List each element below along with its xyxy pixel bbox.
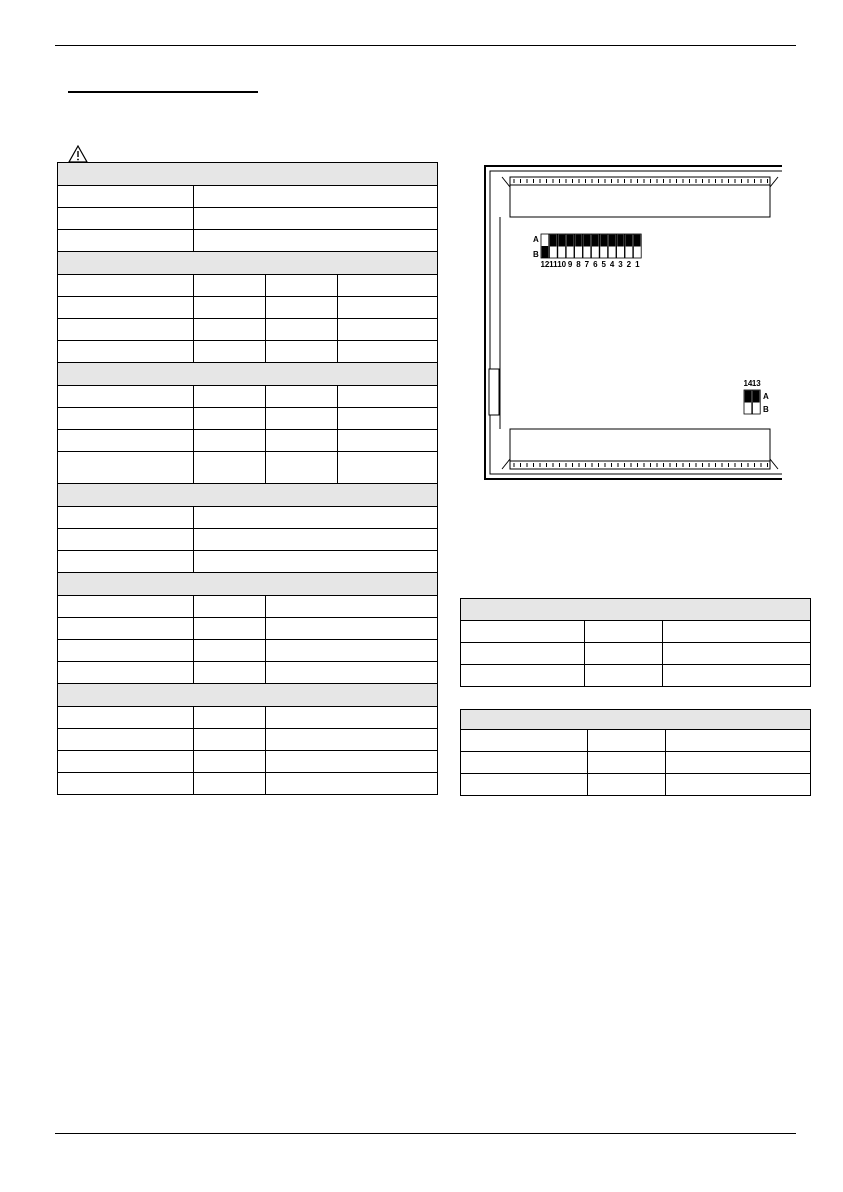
table-row	[58, 186, 438, 208]
dip-switch-knob	[634, 235, 641, 247]
table-row	[58, 507, 438, 529]
switch2-row-label-a: A	[763, 392, 769, 401]
table-section-header	[461, 599, 811, 621]
table-row	[58, 341, 438, 363]
switch-number: 2	[626, 260, 632, 269]
table-row	[58, 618, 438, 640]
table-row	[58, 452, 438, 484]
switch-number: 8	[576, 260, 581, 269]
table-row	[58, 208, 438, 230]
table-row	[461, 643, 811, 665]
table-row	[58, 297, 438, 319]
dip-switch-knob	[558, 235, 565, 247]
table-section-header	[58, 684, 438, 707]
table-section-header	[461, 710, 811, 730]
bottom-terminal-strip	[502, 429, 778, 469]
switch-numbers-bank-2	[743, 379, 761, 388]
table-row	[58, 662, 438, 684]
dip-switch-knob	[626, 235, 633, 247]
switch-number: 11	[549, 260, 558, 269]
dip-switch-knob	[745, 391, 752, 403]
table-section-header	[58, 484, 438, 507]
dip-switch-knob	[609, 235, 616, 247]
table-section-header	[58, 163, 438, 186]
table-row	[58, 430, 438, 452]
dip-switch-knob	[592, 235, 599, 247]
dip-switch-knob	[584, 235, 591, 247]
device-switch-diagram	[484, 165, 782, 481]
table-row	[461, 621, 811, 643]
table-row	[58, 529, 438, 551]
table-row	[461, 665, 811, 687]
dip-switch-knob	[567, 235, 574, 247]
dip-switch-knob	[600, 235, 607, 247]
table-row	[58, 319, 438, 341]
switch-number: 12	[540, 260, 550, 269]
switch-number: 13	[751, 379, 761, 388]
switch-number: 5	[601, 260, 606, 269]
table-row	[58, 596, 438, 618]
switch-number: 14	[743, 379, 753, 388]
table-row	[461, 752, 811, 774]
dip-switch-knob	[753, 391, 760, 403]
table-section-header	[58, 252, 438, 275]
table-row	[58, 275, 438, 297]
table-row	[58, 551, 438, 573]
dip-switch-bank-2	[744, 390, 760, 414]
switch-number: 1	[635, 260, 640, 269]
table-row	[58, 729, 438, 751]
table-row	[58, 640, 438, 662]
table-row	[461, 730, 811, 752]
table-row	[461, 774, 811, 796]
dip-switch-knob	[542, 246, 549, 258]
footer-rule	[55, 1133, 796, 1134]
table-section-header	[58, 573, 438, 596]
dip-switch-knob	[575, 235, 582, 247]
side-latch	[489, 369, 499, 415]
table-row	[58, 408, 438, 430]
table-row	[58, 773, 438, 795]
top-terminal-strip	[502, 177, 778, 217]
switch-number: 3	[618, 260, 623, 269]
switch-number: 10	[557, 260, 567, 269]
table-row	[58, 707, 438, 729]
table-row	[58, 386, 438, 408]
header-rule	[55, 45, 796, 46]
switch-number: 6	[593, 260, 598, 269]
switch-number: 4	[609, 260, 615, 269]
switch-number: 9	[567, 260, 573, 269]
dip-switch-knob	[617, 235, 624, 247]
right-table-1	[460, 598, 811, 687]
switch-row-label-b: B	[533, 250, 539, 259]
table-row	[58, 751, 438, 773]
warning-triangle-icon	[68, 145, 88, 163]
dip-switch-knob	[550, 235, 557, 247]
section-heading-underline	[68, 91, 258, 93]
right-table-2	[460, 709, 811, 796]
switch-number: 7	[584, 260, 590, 269]
switch2-row-label-b: B	[763, 405, 769, 414]
dip-switch-bank-1	[541, 234, 641, 258]
table-row	[58, 230, 438, 252]
table-section-header	[58, 363, 438, 386]
switch-row-label-a: A	[533, 235, 539, 244]
specification-table	[57, 162, 438, 795]
